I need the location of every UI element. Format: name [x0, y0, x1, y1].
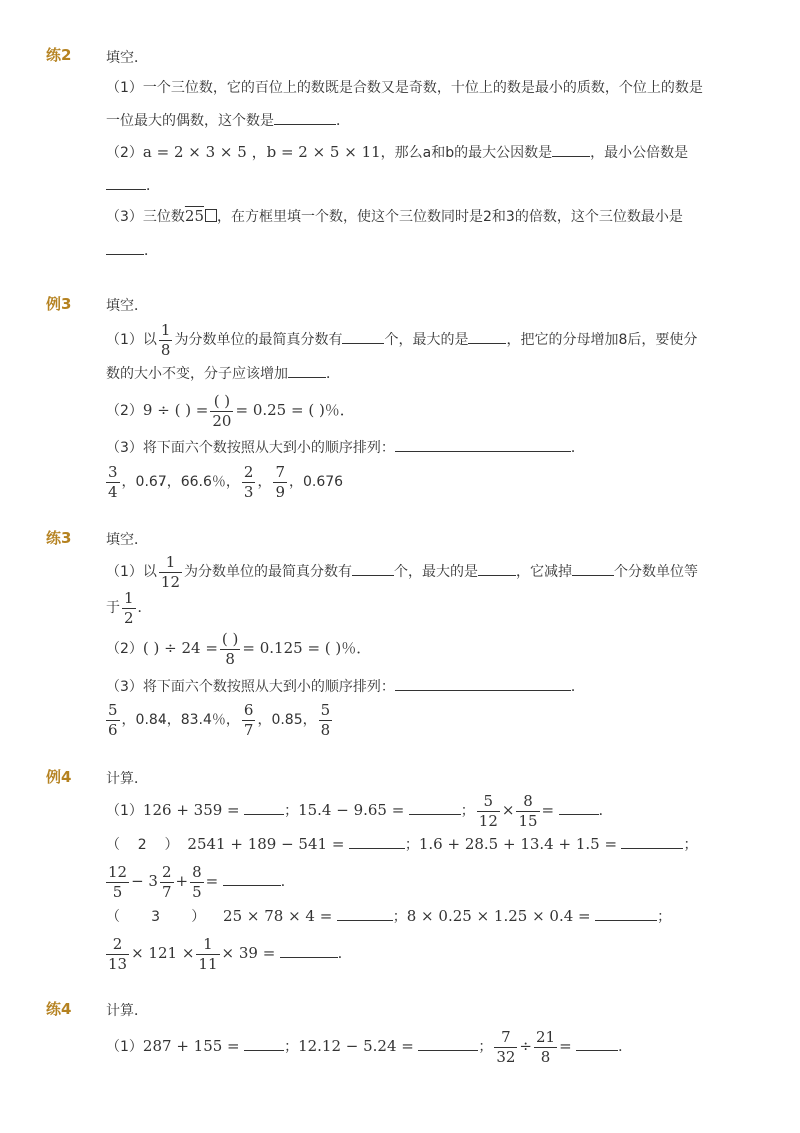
question-text: 个分数单位等	[614, 564, 699, 580]
question-line	[106, 110, 716, 131]
question-text: ，把它的分母增加8后，要使分	[506, 332, 698, 348]
fraction: $\frac{5}{8}$	[320, 700, 331, 739]
number-list	[104, 698, 714, 742]
section-tag-lian3: 练3	[46, 529, 72, 547]
question-line	[106, 834, 716, 855]
question-label: （ 2 ）	[106, 837, 179, 853]
question-text: ．	[570, 440, 585, 456]
math-operator: ×	[501, 801, 515, 819]
math-operator: =	[541, 801, 555, 819]
math-operator: ÷	[519, 1037, 532, 1055]
answer-blank[interactable]	[106, 240, 144, 255]
answer-blank[interactable]	[106, 175, 146, 190]
answer-blank[interactable]	[418, 1036, 478, 1051]
section-tag-lian4: 练4	[46, 1000, 72, 1018]
answer-blank[interactable]	[409, 800, 461, 815]
question-line	[106, 175, 716, 196]
fraction: $\frac{2}{13}$	[108, 934, 128, 973]
separator: ；	[460, 803, 475, 819]
section-tag-lian2: 练2	[46, 46, 72, 64]
question-text: （1）	[106, 803, 143, 819]
fraction: $\frac{6}{7}$	[243, 700, 254, 739]
question-text: ，它减掉	[516, 564, 573, 580]
question-text: 为分数单位的最简真分数有	[174, 332, 343, 348]
separator: ；	[683, 837, 698, 853]
overlined-number: 25	[185, 207, 217, 225]
math-expression: a = 2 × 3 × 5 ，b = 2 × 5 × 11	[142, 143, 381, 161]
math-expression: = 0.25 = ( )％．	[235, 401, 355, 419]
answer-blank[interactable]	[478, 561, 516, 576]
question-line	[106, 1022, 716, 1070]
question-line	[106, 437, 716, 458]
question-text: ，在方框里填一个数，使这个三位数同时是2和3的倍数，这个三位数最小是	[217, 209, 683, 225]
section-tag-li4: 例4	[46, 768, 72, 786]
answer-blank[interactable]	[621, 834, 683, 849]
question-line	[106, 78, 716, 98]
question-text: 个，最大的是	[384, 332, 469, 348]
answer-blank[interactable]	[395, 676, 571, 691]
number-text: ，0.85，	[257, 712, 317, 728]
fraction: $\frac{( )}{20}$	[212, 391, 232, 430]
answer-blank[interactable]	[576, 1036, 618, 1051]
fraction: $\frac{1}{11}$	[198, 934, 218, 973]
math-expression: 12.12 − 5.24 =	[298, 1037, 414, 1055]
math-expression: 15.4 − 9.65 =	[298, 801, 405, 819]
separator: ；	[284, 1039, 299, 1055]
question-text: 数的大小不变，分子应该增加	[106, 366, 288, 382]
answer-blank[interactable]	[468, 329, 506, 344]
number-text: ，0.676	[289, 474, 344, 490]
separator: ；	[284, 803, 299, 819]
section-heading: 计算．	[106, 771, 148, 787]
math-expression: 126 + 359 =	[142, 801, 240, 819]
question-text: （2）	[106, 403, 143, 419]
math-operator: =	[559, 1037, 572, 1055]
fraction: $\frac{12}{5}$	[108, 862, 128, 901]
separator: ，	[257, 474, 272, 490]
question-text: ．	[336, 113, 350, 129]
question-line	[106, 142, 716, 163]
question-line	[106, 388, 716, 432]
question-text: （1）一个三位数，它的百位上的数既是合数又是奇数，十位上的数是最小的质数，个位上的数是	[106, 80, 703, 96]
math-expression: = 0.125 = ( )％．	[242, 639, 372, 657]
fraction: $\frac{7}{32}$	[496, 1027, 516, 1066]
separator: ；	[657, 909, 672, 925]
fraction: $\frac{21}{8}$	[535, 1027, 556, 1066]
fraction: $\frac{( )}{8}$	[221, 629, 239, 668]
section-heading: 填空．	[106, 532, 148, 548]
answer-blank[interactable]	[572, 561, 614, 576]
math-operator: =	[205, 872, 219, 890]
question-line	[106, 788, 716, 832]
answer-blank[interactable]	[552, 142, 590, 157]
section-heading: 填空．	[106, 50, 148, 66]
math-expression: 1.6 + 28.5 + 13.4 + 1.5 =	[418, 835, 618, 853]
section-heading: 计算．	[106, 1003, 148, 1019]
answer-blank[interactable]	[349, 834, 405, 849]
question-text: ．	[598, 803, 613, 819]
math-expression: × 121 ×	[131, 944, 195, 962]
question-text: ．	[618, 1039, 633, 1055]
question-line	[106, 206, 716, 227]
question-line	[106, 586, 716, 630]
math-expression: 9 ÷ ( ) =	[142, 401, 209, 419]
math-expression: 2541 + 189 − 541 =	[187, 835, 345, 853]
number-list	[104, 460, 714, 504]
fraction: $\frac{7}{9}$	[275, 462, 285, 501]
question-text: （1）以	[106, 332, 157, 348]
answer-blank[interactable]	[337, 906, 393, 921]
question-line	[106, 318, 716, 362]
number-text: ，0.8· 4	[122, 712, 167, 728]
separator: ；	[404, 837, 419, 853]
question-text: ．	[337, 946, 352, 962]
math-operator: − 3	[131, 872, 158, 890]
fraction: $\frac{1}{12}$	[160, 552, 181, 591]
answer-blank[interactable]	[559, 800, 599, 815]
fraction: $\frac{1}{2}$	[124, 588, 134, 627]
math-operator: +	[175, 872, 189, 890]
separator: ；	[392, 909, 407, 925]
question-text: ．	[144, 243, 158, 259]
question-text: （1）	[106, 1039, 143, 1055]
question-line	[106, 363, 716, 384]
math-expression: × 39 =	[221, 944, 276, 962]
answer-blank[interactable]	[223, 871, 281, 886]
question-text: ．	[280, 874, 295, 890]
question-text: ．	[326, 366, 340, 382]
question-text: 一位最大的偶数，这个数是	[106, 113, 274, 129]
question-text: （2）	[106, 145, 143, 161]
answer-blank[interactable]	[342, 329, 384, 344]
fraction: $\frac{8}{15}$	[518, 791, 538, 830]
question-line	[106, 906, 716, 927]
question-text: （1）以	[106, 564, 157, 580]
mixed-fraction: $\frac{2}{7}$	[161, 862, 172, 901]
answer-blank[interactable]	[274, 110, 336, 125]
answer-blank[interactable]	[352, 561, 394, 576]
question-text: 为分数单位的最简真分数有	[184, 564, 353, 580]
question-text: 于	[106, 600, 120, 616]
question-text: ．	[146, 178, 160, 194]
question-line	[104, 856, 714, 906]
number-text: ，66.6％，	[166, 474, 240, 490]
question-text: ，那么a和b的最大公因数是	[380, 145, 553, 161]
separator: ；	[478, 1039, 493, 1055]
question-text: 个，最大的是	[394, 564, 479, 580]
question-line	[106, 626, 716, 670]
question-line	[106, 676, 716, 697]
number-text: ，0.6· 7	[122, 474, 167, 490]
fraction: $\frac{5}{6}$	[108, 700, 118, 739]
section-tag-li3: 例3	[46, 295, 72, 313]
question-line	[104, 928, 714, 978]
answer-blank[interactable]	[288, 363, 326, 378]
answer-blank[interactable]	[244, 1036, 284, 1051]
answer-blank[interactable]	[244, 800, 284, 815]
section-heading: 填空．	[106, 298, 148, 314]
math-expression: ( ) ÷ 24 =	[142, 639, 218, 657]
question-text: （3）三位数	[106, 209, 185, 225]
question-line	[106, 240, 716, 261]
math-expression: 287 + 155 =	[142, 1037, 240, 1055]
fraction: $\frac{5}{12}$	[478, 791, 498, 830]
answer-blank[interactable]	[595, 906, 657, 921]
answer-blank[interactable]	[395, 437, 571, 452]
question-text: ，最小公倍数是	[590, 145, 689, 161]
answer-blank[interactable]	[280, 943, 338, 958]
fraction: $\frac{1}{8}$	[160, 320, 171, 359]
math-expression: 8 × 0.25 × 1.25 × 0.4 =	[406, 907, 591, 925]
question-text: （3）将下面六个数按照从大到小的顺序排列：	[106, 679, 395, 695]
number-text: ，83.4％，	[166, 712, 240, 728]
question-text: （3）将下面六个数按照从大到小的顺序排列：	[106, 440, 395, 456]
fraction: $\frac{3}{4}$	[108, 462, 118, 501]
question-text: ．	[570, 679, 585, 695]
question-label: （ 3 ）	[106, 909, 206, 925]
question-text: （2）	[106, 641, 143, 657]
fraction: $\frac{8}{5}$	[192, 862, 202, 901]
fraction: $\frac{2}{3}$	[243, 462, 254, 501]
question-text: ．	[137, 600, 152, 616]
empty-box[interactable]	[205, 209, 217, 222]
math-expression: 25 × 78 × 4 =	[223, 907, 333, 925]
